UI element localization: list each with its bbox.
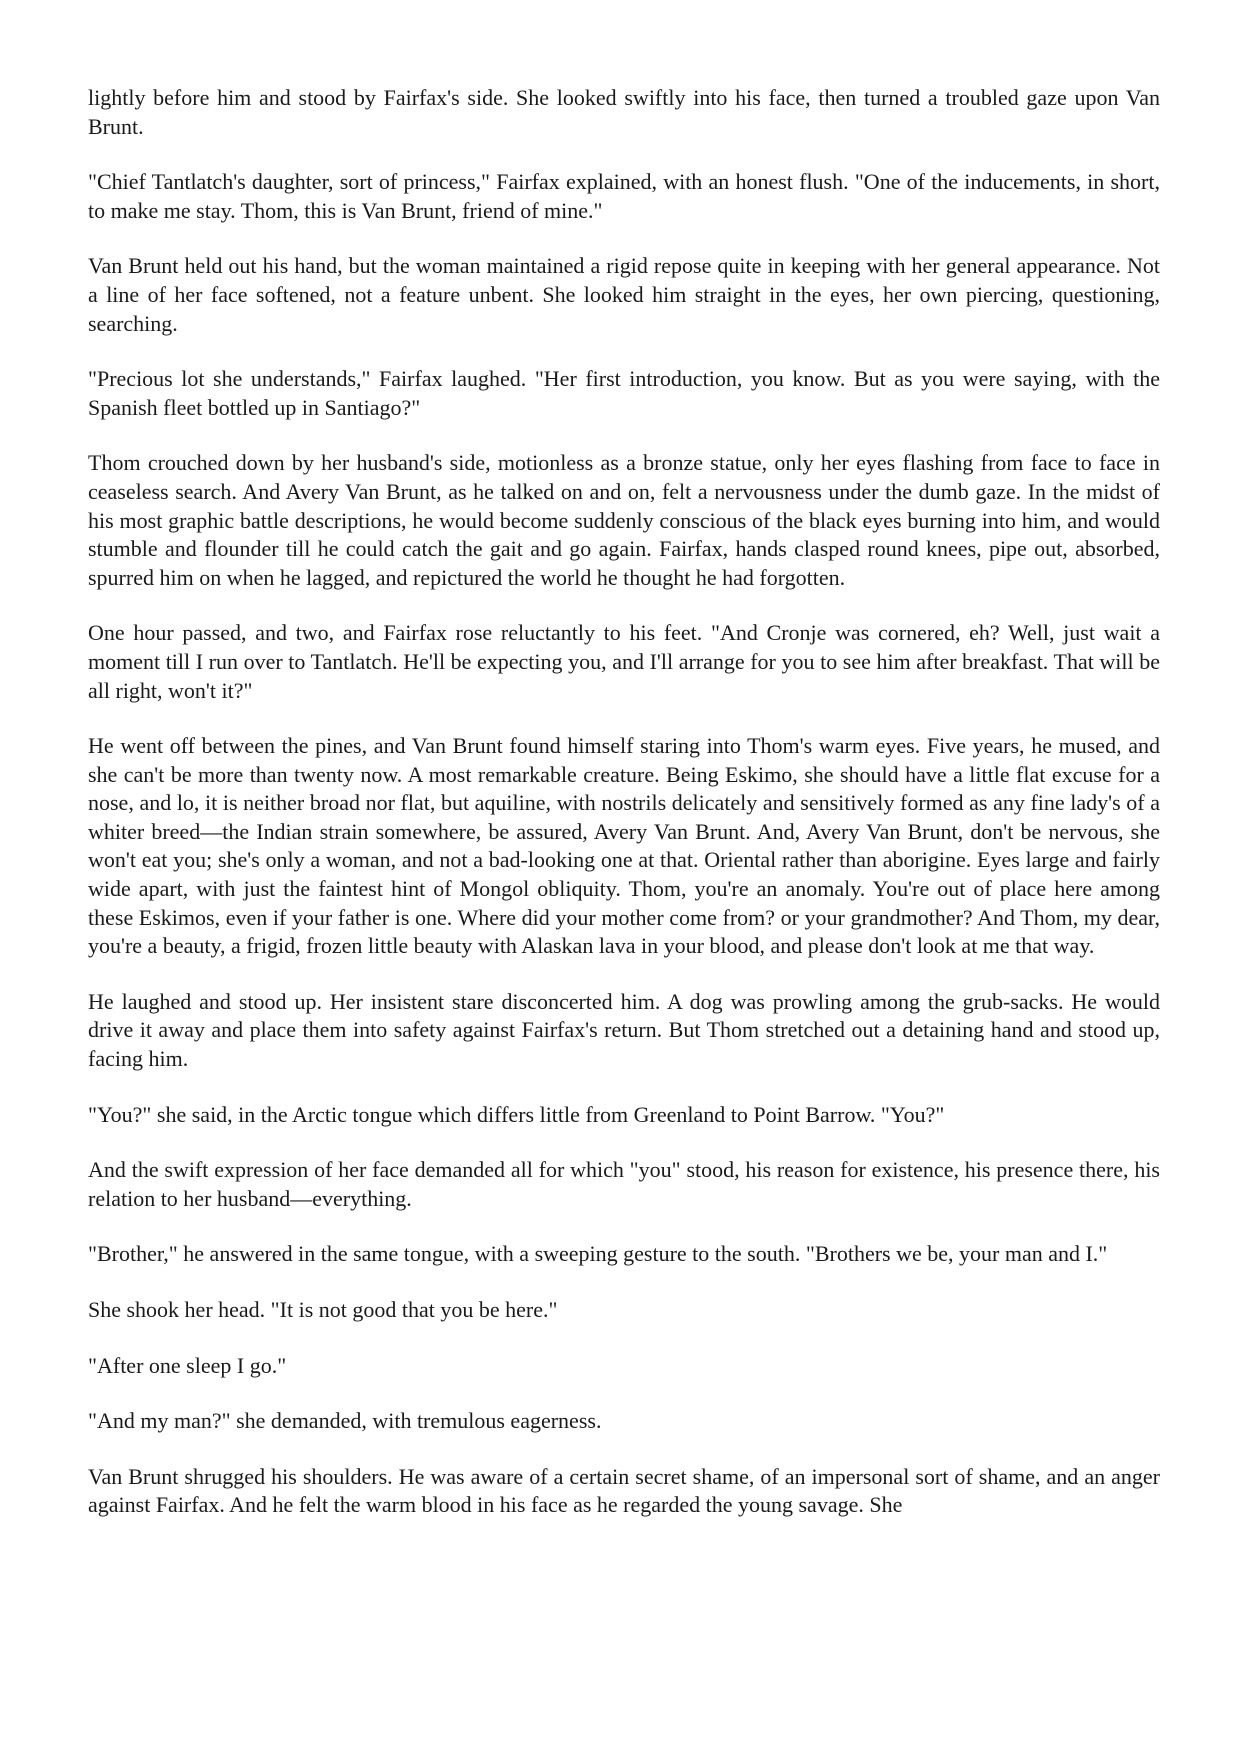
paragraph-9: "You?" she said, in the Arctic tongue which differs little from Greenland to Point Barrow. "You?": [88, 1101, 945, 1127]
paragraph-2: "Chief Tantlatch's daughter, sort of princess," Fairfax explained, with an honest flush. "One of the inducements, in short, to make me stay. Thom, this is Van Brunt, friend of mine.": [88, 169, 1160, 223]
paragraph-12: She shook her head. "It is not good that you be here.": [88, 1297, 558, 1322]
document-page: [88, 84, 1160, 1547]
paragraph-13: "After one sleep I go.": [88, 1352, 287, 1378]
paragraph-10: And the swift expression of her face demanded all for which "you" stood, his reason for existence, his presence there, his relation to her husband—everything.: [88, 1157, 1160, 1211]
paragraph-7: He went off between the pines, and Van Brunt found himself staring into Thom's warm eyes. Five years, he mused, and she can't be more than twenty now. A most remarkable creature. Being Eskimo, she should have a little flat excuse for a nose, and lo, it is neither broad nor flat, but aquiline, with nostrils delicately and sensitively formed as any fine lady's of a whiter breed—the Indian strain somewhere, be assured, Avery Van Brunt. And, Avery Van Brunt, don't be nervous, she won't eat you; she's only a woman, and not a bad-looking one at that. Oriental rather than aborigine. Eyes large and fairly wide apart, with just the faintest hint of Mongol obliquity. Thom, you're an anomaly. You're out of place here among these Eskimos, even if your father is one. Where did your mother come from? or your grandmother? And Thom, my dear, you're a beauty, a frigid, frozen little beauty with Alaskan lava in your blood, and please don't look at me that way.: [88, 733, 1160, 959]
paragraph-15: Van Brunt shrugged his shoulders. He was aware of a certain secret shame, of an impersonal sort of shame, and an anger against Fairfax. And he felt the warm blood in his face as he regarded the young savage. She: [88, 1463, 1160, 1518]
paragraph-6: One hour passed, and two, and Fairfax rose reluctantly to his feet. "And Cronje was cornered, eh? Well, just wait a moment till I run over to Tantlatch. He'll be expecting you, and I'll arrange for you to see him after breakfast. That will be all right, won't it?": [88, 620, 1160, 703]
paragraph-4: "Precious lot she understands," Fairfax laughed. "Her first introduction, you know. But as you were saying, with the Spanish fleet bottled up in Santiago?": [88, 366, 1160, 420]
paragraph-11: "Brother," he answered in the same tongue, with a sweeping gesture to the south. "Brothers we be, your man and I.": [88, 1241, 1108, 1267]
paragraph-3: Van Brunt held out his hand, but the woman maintained a rigid repose quite in keeping with her general appearance. Not a line of her face softened, not a feature unbent. She looked him straight in the eyes, her own piercing, questioning, searching.: [88, 253, 1160, 336]
paragraph-1: lightly before him and stood by Fairfax's side. She looked swiftly into his face, then turned a troubled gaze upon Van Brunt.: [88, 85, 1160, 139]
paragraph-8: He laughed and stood up. Her insistent stare disconcerted him. A dog was prowling among the grub-sacks. He would drive it away and place them into safety against Fairfax's return. But Thom stretched out a detaining hand and stood up, facing him.: [88, 988, 1160, 1072]
paragraph-5: Thom crouched down by her husband's side, motionless as a bronze statue, only her eyes flashing from face to face in ceaseless search. And Avery Van Brunt, as he talked on and on, felt a nervousness under the dumb gaze. In the midst of his most graphic battle descriptions, he would become suddenly conscious of the black eyes burning into him, and would stumble and flounder till he could catch the gait and go again. Fairfax, hands clasped round knees, pipe out, absorbed, spurred him on when he lagged, and repictured the world he thought he had forgotten.: [88, 450, 1160, 590]
paragraph-14: "And my man?" she demanded, with tremulous eagerness.: [88, 1408, 602, 1434]
